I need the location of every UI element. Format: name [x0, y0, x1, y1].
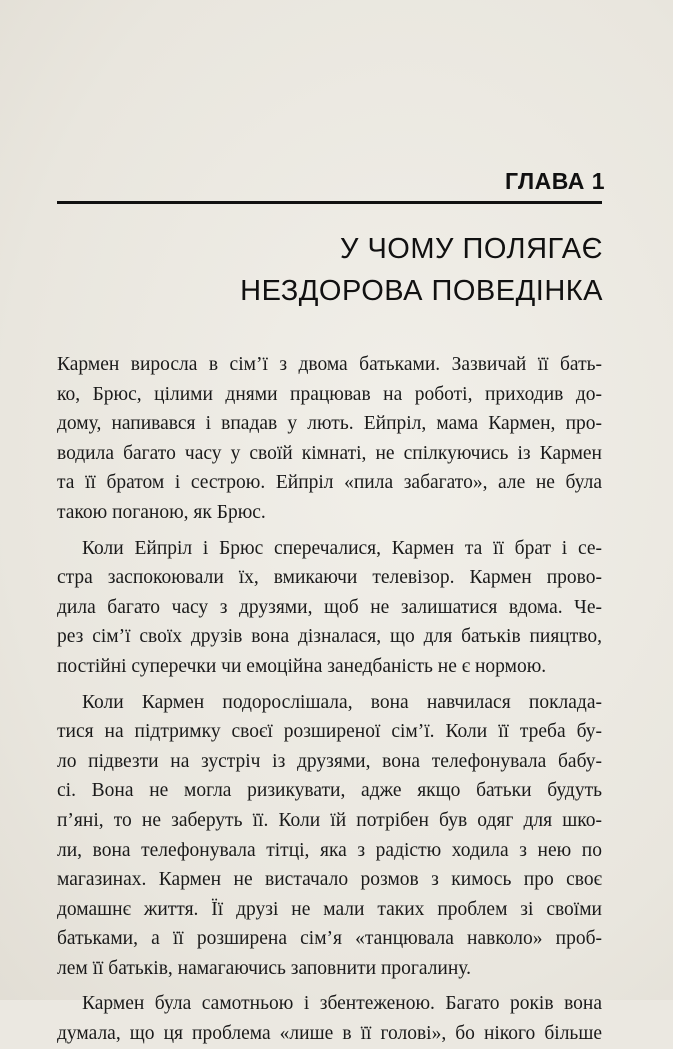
text-line: ко, Брюс, цілими днями працював на роботі, приходив до- — [57, 383, 602, 405]
paragraph — [57, 989, 602, 1048]
chapter-title-line: НЕЗДОРОВА ПОВЕДІНКА — [240, 275, 603, 307]
text-line: рез сім’ї своїх друзів вона дізналася, що для батьків пияцтво, — [57, 626, 602, 648]
text-line: ли, вона телефонувала тітці, яка з радістю ходила з нею по — [57, 839, 602, 861]
paragraph — [57, 534, 602, 682]
text-line: магазинах. Кармен не вистачало розмов з кимось про своє — [57, 869, 602, 891]
text-line: домашнє життя. Її друзі не мали таких проблем зі своїми — [57, 898, 602, 920]
text-line: та її братом і сестрою. Ейпріл «пила забагато», але не була — [57, 472, 602, 494]
text-line: дила багато часу з друзями, щоб не залишатися вдома. Че- — [57, 596, 602, 618]
body-text — [57, 350, 602, 1049]
text-line: Кармен була самотньою і збентеженою. Багато років вона — [82, 993, 602, 1015]
paragraph — [57, 350, 602, 528]
text-line: дому, напивався і впадав у лють. Ейпріл, мама Кармен, про- — [57, 413, 602, 435]
text-line: водила багато часу у своїй кімнаті, не спілкуючись із Кармен — [57, 442, 602, 464]
text-line: п’яні, то не заберуть її. Коли їй потрібен був одяг для шко- — [57, 809, 602, 831]
text-line: Коли Ейпріл і Брюс сперечалися, Кармен та її брат і се- — [82, 537, 602, 559]
text-line: ло підвезти на зустріч із друзями, вона телефонувала бабу- — [57, 750, 602, 772]
chapter-title-line: У ЧОМУ ПОЛЯГАЄ — [339, 233, 603, 265]
text-line: Коли Кармен подорослішала, вона навчилася поклада- — [82, 691, 602, 713]
text-line: лем її батьків, намагаючись заповнити прогалину. — [57, 957, 471, 979]
text-line: думала, що ця проблема «лише в її голові», бо нікого більше — [57, 1023, 602, 1045]
text-line: тися на підтримку своєї розширеної сім’ї. Коли її треба бу- — [57, 721, 602, 743]
chapter-title — [240, 228, 603, 312]
text-line: Кармен виросла в сім’ї з двома батьками. Зазвичай її бать- — [57, 354, 602, 375]
text-line: сі. Вона не могла ризикувати, адже якщо батьки будуть — [57, 780, 602, 802]
text-line: стра заспокоювали їх, вмикаючи телевізор. Кармен прово- — [57, 567, 602, 589]
text-line: батьками, а її розширена сім’я «танцювала навколо» проб- — [57, 928, 602, 950]
text-line: такою поганою, як Брюс. — [57, 501, 266, 523]
chapter-divider — [57, 201, 602, 204]
text-line: постійні суперечки чи емоційна занедбаність не є нормою. — [57, 655, 547, 677]
paragraph — [57, 688, 602, 984]
chapter-label: ГЛАВА 1 — [505, 168, 605, 194]
